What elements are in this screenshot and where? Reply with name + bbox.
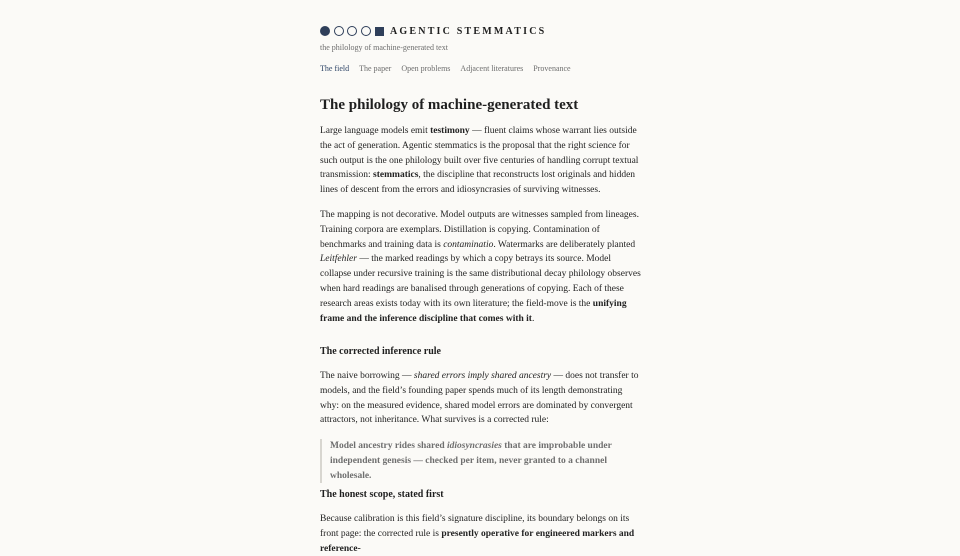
text-run: . Watermarks are deliberately planted xyxy=(493,239,636,250)
nav-link-provenance[interactable]: Provenance xyxy=(533,64,571,73)
mapping-paragraph xyxy=(320,208,642,326)
text-run: — fluent claims whose warrant lies outside the act of generation. Agentic stemmatics is the proposal that the right science for such output is the one philology built over five centuries of handling corrupt textual transmission: xyxy=(320,126,639,181)
text-run: — the marked readings by which a copy betrays its source. Model collapse under recursive training is the same distributional decay philology observes when hard readings are banalised through generations of copying. Each of these research areas exists today with its own literature; the field-move is the xyxy=(320,254,641,309)
intro-paragraph xyxy=(320,124,642,198)
site-tagline: the philology of machine-generated text xyxy=(320,43,448,52)
inference-paragraph xyxy=(320,369,642,428)
bold-phrase: unifying frame and the inference discipline that comes with it xyxy=(320,298,627,324)
italic-term: contaminatio xyxy=(443,239,494,250)
scope-paragraph xyxy=(320,512,642,556)
nav-link-open-problems[interactable]: Open problems xyxy=(401,64,451,73)
text-run: Large language models emit xyxy=(320,126,431,136)
section-heading-inference-rule: The corrected inference rule xyxy=(320,346,441,357)
rule-blockquote xyxy=(320,439,640,483)
text-run: . xyxy=(531,313,535,324)
nav-link-the-paper[interactable]: The paper xyxy=(359,64,392,73)
circle-icon xyxy=(347,26,357,36)
bold-phrase: presently operative for engineered markers and reference- xyxy=(320,528,635,554)
nav-link-the-field[interactable]: The field xyxy=(320,64,350,73)
page-title: The philology of machine-generated text xyxy=(320,97,579,113)
filled-circle-icon xyxy=(320,26,330,36)
site-title[interactable]: AGENTIC STEMMATICS xyxy=(390,25,547,37)
text-run: that are improbable under independent genesis — checked per item, never granted to a channel wholesale. xyxy=(330,441,612,481)
italic-term: idiosyncrasies xyxy=(446,441,502,451)
text-run: The mapping is not decorative. Model outputs are witnesses sampled from lineages. Training corpora are exemplars. Distillation is copying. Contamination of benchmarks and training data is xyxy=(320,210,639,250)
square-icon xyxy=(375,27,384,36)
text-run: The naive borrowing — xyxy=(320,371,414,381)
italic-term: Leitfehler xyxy=(320,254,357,265)
bold-term: testimony xyxy=(430,126,470,136)
nav-link-adjacent-literatures[interactable]: Adjacent literatures xyxy=(460,64,524,73)
main-nav xyxy=(320,64,571,73)
italic-phrase: shared errors imply shared ancestry xyxy=(413,371,552,381)
circle-icon xyxy=(334,26,344,36)
text-run: Model ancestry rides shared xyxy=(330,441,447,451)
text-run: — does not transfer to models, and the field’s founding paper spends much of its length demonstrating why: on the measured evidence, shared model errors are dominated by convergent attractors, not inheritance. What survives is a corrected rule: xyxy=(320,371,639,426)
bold-term: stemmatics xyxy=(373,170,419,181)
circle-icon xyxy=(361,26,371,36)
brand-header[interactable] xyxy=(320,25,546,37)
text-run: , the discipline that reconstructs lost originals and hidden lines of descent from the errors and idiosyncrasies of surviving witnesses. xyxy=(320,170,636,196)
section-heading-scope: The honest scope, stated first xyxy=(320,489,444,500)
text-run: Because calibration is this field’s signature discipline, its boundary belongs on its front page: the corrected rule is xyxy=(320,514,630,539)
